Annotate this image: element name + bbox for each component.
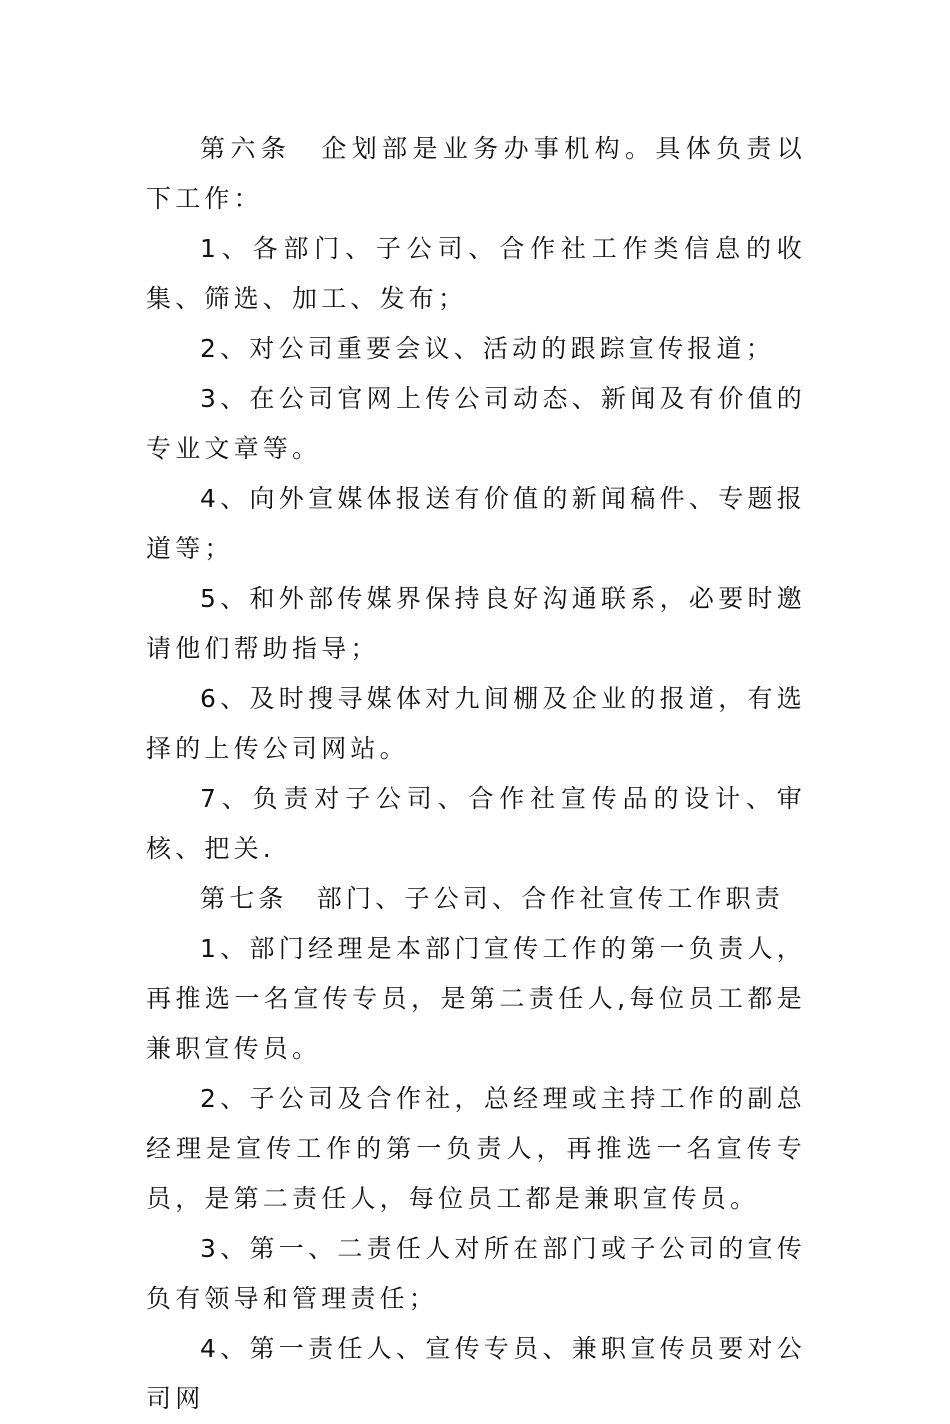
article-7-item-4: 4、第一责任人、宣传专员、兼职宣传员要对公司网 xyxy=(146,1334,806,1413)
article-7-item-1: 1、部门经理是本部门宣传工作的第一负责人，再推选一名宣传专员，是第二责任人,每位员工都是兼职宣传员。 xyxy=(146,934,806,1063)
article-6-heading: 第六条 企划部是业务办事机构。具体负责以下工作： xyxy=(146,134,806,213)
document-body xyxy=(146,124,806,1424)
article-7-item-2: 2、子公司及合作社，总经理或主持工作的副总经理是宣传工作的第一负责人，再推选一名宣传专员，是第二责任人，每位员工都是兼职宣传员。 xyxy=(146,1084,806,1213)
article-6-item-2: 2、对公司重要会议、活动的跟踪宣传报道； xyxy=(200,334,775,363)
article-6-item-1: 1、各部门、子公司、合作社工作类信息的收集、筛选、加工、发布； xyxy=(146,234,806,313)
article-6-item-5: 5、和外部传媒界保持良好沟通联系，必要时邀请他们帮助指导； xyxy=(146,584,806,663)
article-6-item-3: 3、在公司官网上传公司动态、新闻及有价值的专业文章等。 xyxy=(146,384,806,463)
article-7-item-3: 3、第一、二责任人对所在部门或子公司的宣传负有领导和管理责任； xyxy=(146,1234,806,1313)
article-6-item-4: 4、向外宣媒体报送有价值的新闻稿件、专题报道等； xyxy=(146,484,806,563)
article-6-item-6: 6、及时搜寻媒体对九间棚及企业的报道，有选择的上传公司网站。 xyxy=(146,684,806,763)
article-7-heading: 第七条 部门、子公司、合作社宣传工作职责 xyxy=(200,884,785,913)
article-6-item-7: 7、负责对子公司、合作社宣传品的设计、审核、把关. xyxy=(146,784,806,863)
